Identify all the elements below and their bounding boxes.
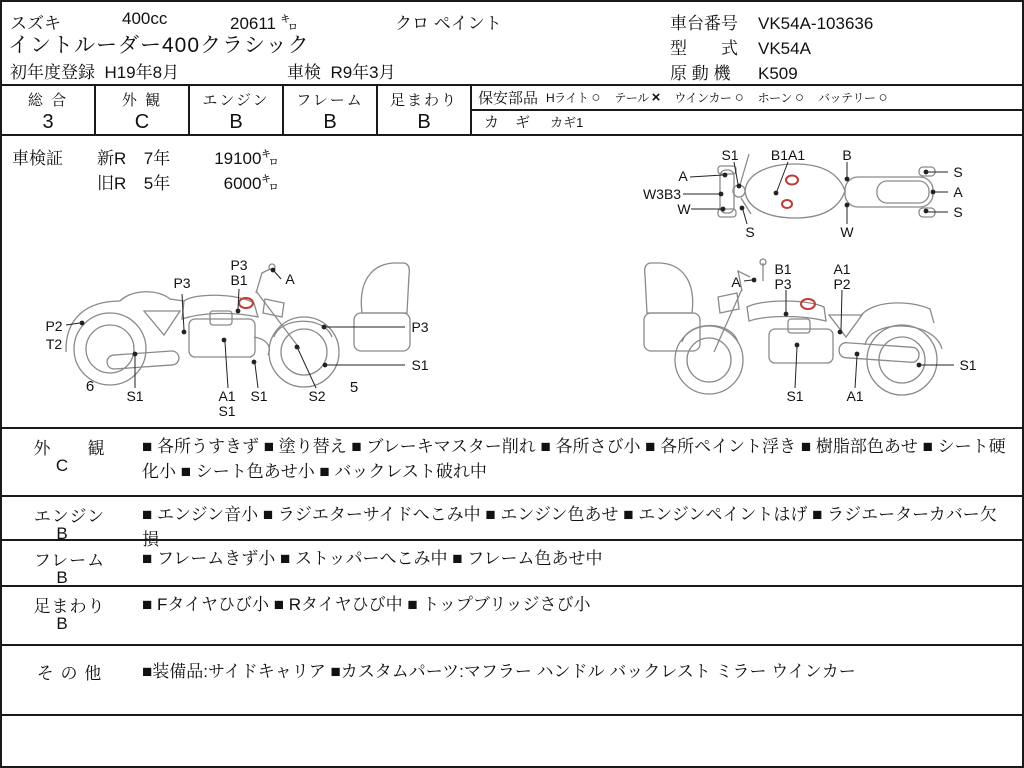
inspection-old-era: 旧R [97,174,127,193]
left-label-num-rear: 6 [85,378,95,395]
first-registration-label: 初年度登録 [10,63,95,82]
section-other-text: ■装備品:サイドキャリア ■カスタムパーツ:マフラー ハンドル バックレスト ミラー ウインカー [142,662,856,681]
section-exterior [2,427,1022,497]
rating-overall-label: 総 合 [27,92,69,109]
section-frame [2,539,1022,587]
shaken-label: 車検 [287,63,321,82]
top-label-a-right: A [953,184,963,200]
mileage: 20611 ㌔ [230,14,298,33]
rating-exterior [96,86,190,134]
rating-engine-label: エンジン [202,92,270,109]
safety-item-tail-name: テール [614,91,649,105]
key-label: カ ギ [484,114,537,131]
model-code-label: 型 式 [670,39,738,58]
safety-item-winker-name: ウインカー [674,91,732,105]
safety-item-winker [674,89,743,106]
safety-item-horn [758,89,804,106]
inspection-new-era: 新R [97,149,127,168]
left-label-s1-front-wheel: S1 [411,357,429,373]
engine-code [670,59,798,84]
right-label-b1-tank: B1 [774,261,792,277]
top-label-b: B [842,147,852,163]
rating-overall [2,86,96,134]
color: クロ ペイント [395,14,502,33]
left-label-p3-tank: P3 [230,257,248,273]
section-undercarriage-grade: B [56,614,68,633]
section-exterior-text: ■ 各所うすきず ■ 塗り替え ■ ブレーキマスター削れ ■ 各所さび小 ■ 各所ペイント浮き ■ 樹脂部色あせ ■ シート硬化小 ■ シート色あせ小 ■ バックレスト破れ中 [142,437,1006,481]
right-label-a1-rear: A1 [833,261,851,277]
top-label-a-left: A [678,168,688,184]
displacement: 400cc [122,9,168,28]
section-frame-grade: B [56,568,68,587]
motorcycle-left-view-diagram [32,257,432,422]
section-undercarriage-text: ■ Fタイヤひび小 ■ Rタイヤひび中 ■ トップブリッジさび小 [142,595,591,614]
top-label-w-rear: W [840,224,854,240]
top-label-w-left: W [677,201,691,217]
section-exterior-grade: C [55,456,69,475]
top-label-w3b3: W3B3 [642,186,682,202]
left-label-a-mirror: A [285,271,295,287]
first-registration [10,58,179,83]
section-engine-label: エンジン [33,507,106,526]
right-label-s1-engine: S1 [786,388,804,404]
shaken-value: R9年3月 [330,63,396,82]
top-label-s-right-top: S [953,164,963,180]
section-undercarriage [2,585,1022,646]
motorcycle-right-view-diagram [602,257,1024,422]
maker: スズキ [10,14,61,33]
left-label-s1-exhaust: S1 [250,388,268,404]
left-label-a1-engine: A1 [218,388,236,404]
right-label-p2-rear: P2 [833,276,851,292]
inspection-cert [12,144,278,194]
section-frame-text: ■ フレームきず小 ■ ストッパーへこみ中 ■ フレーム色あせ中 [142,549,603,568]
section-frame-label: フレーム [33,551,106,570]
section-engine-grade: B [56,524,68,543]
left-label-s2-fork: S2 [308,388,326,404]
rating-exterior-label: 外 観 [121,92,163,109]
inspection-old-year: 5年 [143,174,171,193]
section-other-label: そ の 他 [36,664,103,683]
safety-item-tail-status: × [651,89,661,106]
model-code [670,34,811,59]
top-label-s1: S1 [721,147,739,163]
section-other [2,644,1022,716]
rating-frame-value: B [323,111,337,133]
safety-parts-panel [472,86,1022,134]
top-label-s-lever: S [745,224,755,240]
safety-item-tail [614,89,660,106]
key-value: カギ1 [550,115,584,130]
section-empty [2,714,1022,768]
left-label-t2-fender: T2 [45,336,63,352]
safety-item-battery [818,89,888,106]
section-exterior-label: 外 観 [33,439,106,458]
engine-code-value: K509 [758,64,798,83]
chassis-value: VK54A-103636 [758,14,874,33]
shaken [287,58,396,83]
rating-overall-value: 3 [42,111,54,133]
ratings-band [2,84,1022,136]
chassis-number [670,9,873,34]
top-label-s-right-bottom: S [953,204,963,220]
left-label-p3-seat: P3 [173,275,191,291]
inspection-new-row [97,144,278,169]
rating-undercarriage-label: 足まわり [389,92,458,109]
safety-parts-row [472,86,1022,111]
rating-undercarriage [378,86,472,134]
rating-undercarriage-value: B [417,111,431,133]
safety-item-horn-name: ホーン [757,91,792,105]
inspection-cert-label: 車検証 [12,149,63,168]
inspection-old-row [97,169,278,194]
right-label-a1-exhaust: A1 [846,388,864,404]
damage-marks-top [782,176,798,209]
safety-item-winker-status: ○ [734,89,744,106]
chassis-label: 車台番号 [670,14,738,33]
section-engine-text: ■ エンジン音小 ■ ラジエターサイドへこみ中 ■ エンジン色あせ ■ エンジンペイントはげ ■ ラジエーターカバー欠損 [142,505,997,549]
motorcycle-top-view-diagram [637,140,1017,248]
left-label-s1-engine: S1 [218,403,236,419]
engine-code-label: 原 動 機 [670,64,731,83]
rating-frame-label: フレーム [296,92,364,109]
first-registration-value: H19年8月 [104,63,180,82]
inspection-new-year: 7年 [143,149,171,168]
right-label-s1-rear-wheel: S1 [959,357,977,373]
safety-item-battery-name: バッテリー [817,91,876,105]
left-label-b1-tank: B1 [230,272,248,288]
safety-item-headlight [546,89,600,106]
safety-item-horn-status: ○ [794,89,804,106]
rating-exterior-value: C [134,111,150,133]
top-label-b1a1: B1A1 [770,147,806,163]
section-engine [2,495,1022,549]
left-label-p2-fender: P2 [45,318,63,334]
left-label-num-front: 5 [349,379,359,396]
safety-item-headlight-status: ○ [591,89,601,106]
inspection-new-km: 19100㌔ [214,149,279,168]
rating-engine-value: B [229,111,243,133]
key-row [472,111,1022,132]
model-name: イントルーダー400クラシック [8,34,310,57]
rating-frame [284,86,378,134]
left-label-p3-front-fender: P3 [411,319,429,335]
safety-item-headlight-name: Hライト [546,91,589,105]
model-code-value: VK54A [758,39,811,58]
right-label-a-mirror: A [731,274,741,290]
inspection-old-km: 6000㌔ [223,174,279,193]
safety-parts-label: 保安部品 [478,90,539,107]
left-label-s1-rear: S1 [126,388,144,404]
right-label-p3-tank: P3 [774,276,792,292]
rating-engine [190,86,284,134]
section-undercarriage-label: 足まわり [33,597,106,616]
safety-item-battery-status: ○ [878,89,888,106]
